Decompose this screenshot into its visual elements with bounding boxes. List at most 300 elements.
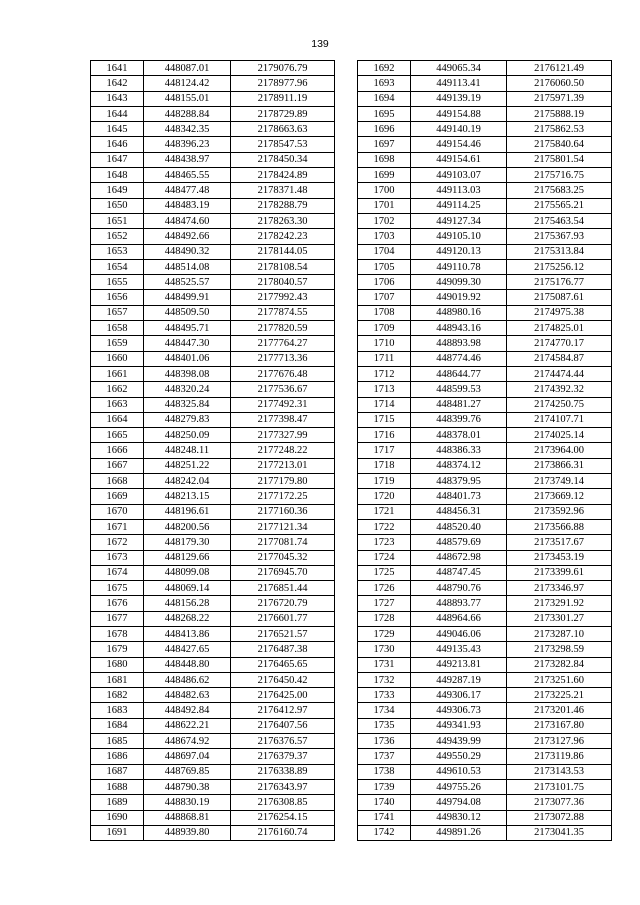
point-number-cell: 1698 (358, 152, 411, 167)
y-coordinate-cell: 2173346.97 (507, 581, 612, 596)
table-row (91, 688, 335, 703)
table-row (91, 443, 335, 458)
x-coordinate-cell: 448251.22 (144, 458, 231, 473)
x-coordinate-cell: 448674.92 (144, 734, 231, 749)
table-row (91, 152, 335, 167)
table-row (358, 672, 612, 687)
x-coordinate-cell: 449120.13 (411, 244, 507, 259)
y-coordinate-cell: 2173453.19 (507, 550, 612, 565)
point-number-cell: 1662 (91, 382, 144, 397)
point-number-cell: 1690 (91, 810, 144, 825)
y-coordinate-cell: 2173399.61 (507, 565, 612, 580)
y-coordinate-cell: 2176601.77 (231, 611, 335, 626)
table-row (358, 321, 612, 336)
point-number-cell: 1736 (358, 734, 411, 749)
table-row (358, 229, 612, 244)
point-number-cell: 1667 (91, 458, 144, 473)
point-number-cell: 1687 (91, 764, 144, 779)
table-row (91, 810, 335, 825)
point-number-cell: 1650 (91, 198, 144, 213)
table-row (358, 152, 612, 167)
table-row (358, 259, 612, 274)
point-number-cell: 1643 (91, 91, 144, 106)
table-row (358, 764, 612, 779)
x-coordinate-cell: 448179.30 (144, 535, 231, 550)
y-coordinate-cell: 2173041.35 (507, 825, 612, 840)
point-number-cell: 1707 (358, 290, 411, 305)
x-coordinate-cell: 449139.19 (411, 91, 507, 106)
table-row (358, 581, 612, 596)
y-coordinate-cell: 2175087.61 (507, 290, 612, 305)
point-number-cell: 1647 (91, 152, 144, 167)
y-coordinate-cell: 2176308.85 (231, 795, 335, 810)
table-row (91, 305, 335, 320)
point-number-cell: 1686 (91, 749, 144, 764)
x-coordinate-cell: 449103.07 (411, 168, 507, 183)
y-coordinate-cell: 2173167.80 (507, 718, 612, 733)
point-number-cell: 1708 (358, 305, 411, 320)
point-number-cell: 1646 (91, 137, 144, 152)
y-coordinate-cell: 2178547.53 (231, 137, 335, 152)
y-coordinate-cell: 2178729.89 (231, 106, 335, 121)
y-coordinate-cell: 2177492.31 (231, 397, 335, 412)
x-coordinate-cell: 449794.08 (411, 795, 507, 810)
y-coordinate-cell: 2175683.25 (507, 183, 612, 198)
point-number-cell: 1710 (358, 336, 411, 351)
point-number-cell: 1727 (358, 596, 411, 611)
table-row (91, 504, 335, 519)
x-coordinate-cell: 449306.73 (411, 703, 507, 718)
point-number-cell: 1715 (358, 412, 411, 427)
table-row (358, 305, 612, 320)
y-coordinate-cell: 2177874.55 (231, 305, 335, 320)
point-number-cell: 1742 (358, 825, 411, 840)
x-coordinate-cell: 448325.84 (144, 397, 231, 412)
table-row (91, 474, 335, 489)
x-coordinate-cell: 448622.21 (144, 718, 231, 733)
table-row (91, 244, 335, 259)
y-coordinate-cell: 2173749.14 (507, 474, 612, 489)
table-row (358, 795, 612, 810)
table-row (91, 458, 335, 473)
table-row (358, 412, 612, 427)
x-coordinate-cell: 449127.34 (411, 213, 507, 228)
x-coordinate-cell: 448398.08 (144, 366, 231, 381)
point-number-cell: 1728 (358, 611, 411, 626)
point-number-cell: 1648 (91, 168, 144, 183)
point-number-cell: 1718 (358, 458, 411, 473)
y-coordinate-cell: 2178977.96 (231, 76, 335, 91)
table-row (91, 825, 335, 840)
y-coordinate-cell: 2173291.92 (507, 596, 612, 611)
point-number-cell: 1700 (358, 183, 411, 198)
x-coordinate-cell: 448868.81 (144, 810, 231, 825)
x-coordinate-cell: 449154.61 (411, 152, 507, 167)
x-coordinate-cell: 448579.69 (411, 535, 507, 550)
x-coordinate-cell: 449113.03 (411, 183, 507, 198)
table-row (358, 336, 612, 351)
table-row (91, 321, 335, 336)
point-number-cell: 1737 (358, 749, 411, 764)
point-number-cell: 1712 (358, 366, 411, 381)
table-row (358, 106, 612, 121)
x-coordinate-cell: 449110.78 (411, 259, 507, 274)
x-coordinate-cell: 448427.65 (144, 642, 231, 657)
y-coordinate-cell: 2173964.00 (507, 443, 612, 458)
y-coordinate-cell: 2176945.70 (231, 565, 335, 580)
y-coordinate-cell: 2173072.88 (507, 810, 612, 825)
table-row (358, 168, 612, 183)
x-coordinate-cell: 449341.93 (411, 718, 507, 733)
y-coordinate-cell: 2176521.57 (231, 626, 335, 641)
y-coordinate-cell: 2175565.21 (507, 198, 612, 213)
point-number-cell: 1682 (91, 688, 144, 703)
point-number-cell: 1674 (91, 565, 144, 580)
table-row (91, 764, 335, 779)
table-row (358, 519, 612, 534)
y-coordinate-cell: 2178263.30 (231, 213, 335, 228)
y-coordinate-cell: 2176060.50 (507, 76, 612, 91)
x-coordinate-cell: 448525.57 (144, 275, 231, 290)
table-row (91, 581, 335, 596)
table-row (358, 397, 612, 412)
point-number-cell: 1740 (358, 795, 411, 810)
y-coordinate-cell: 2176425.00 (231, 688, 335, 703)
point-number-cell: 1713 (358, 382, 411, 397)
y-coordinate-cell: 2175176.77 (507, 275, 612, 290)
y-coordinate-cell: 2176407.56 (231, 718, 335, 733)
y-coordinate-cell: 2175256.12 (507, 259, 612, 274)
table-row (358, 443, 612, 458)
y-coordinate-cell: 2173101.75 (507, 779, 612, 794)
x-coordinate-cell: 448288.84 (144, 106, 231, 121)
table-row (91, 137, 335, 152)
x-coordinate-cell: 448790.38 (144, 779, 231, 794)
table-row (91, 106, 335, 121)
point-number-cell: 1685 (91, 734, 144, 749)
x-coordinate-cell: 448242.04 (144, 474, 231, 489)
x-coordinate-cell: 448893.77 (411, 596, 507, 611)
x-coordinate-cell: 448379.95 (411, 474, 507, 489)
y-coordinate-cell: 2174025.14 (507, 428, 612, 443)
x-coordinate-cell: 448087.01 (144, 61, 231, 76)
y-coordinate-cell: 2178144.05 (231, 244, 335, 259)
point-number-cell: 1724 (358, 550, 411, 565)
table-row (91, 550, 335, 565)
y-coordinate-cell: 2173282.84 (507, 657, 612, 672)
x-coordinate-cell: 448438.97 (144, 152, 231, 167)
x-coordinate-cell: 448514.08 (144, 259, 231, 274)
x-coordinate-cell: 448939.80 (144, 825, 231, 840)
table-row (91, 61, 335, 76)
point-number-cell: 1704 (358, 244, 411, 259)
x-coordinate-cell: 448495.71 (144, 321, 231, 336)
table-row (91, 749, 335, 764)
y-coordinate-cell: 2175888.19 (507, 106, 612, 121)
coordinate-table-left (90, 60, 335, 841)
x-coordinate-cell: 448396.23 (144, 137, 231, 152)
x-coordinate-cell: 449154.46 (411, 137, 507, 152)
x-coordinate-cell: 448790.76 (411, 581, 507, 596)
y-coordinate-cell: 2176343.97 (231, 779, 335, 794)
point-number-cell: 1738 (358, 764, 411, 779)
point-number-cell: 1703 (358, 229, 411, 244)
table-row (358, 183, 612, 198)
point-number-cell: 1654 (91, 259, 144, 274)
point-number-cell: 1655 (91, 275, 144, 290)
x-coordinate-cell: 449213.81 (411, 657, 507, 672)
x-coordinate-cell: 448509.50 (144, 305, 231, 320)
x-coordinate-cell: 448774.46 (411, 351, 507, 366)
y-coordinate-cell: 2177045.32 (231, 550, 335, 565)
point-number-cell: 1729 (358, 626, 411, 641)
y-coordinate-cell: 2178911.19 (231, 91, 335, 106)
y-coordinate-cell: 2178040.57 (231, 275, 335, 290)
y-coordinate-cell: 2176487.38 (231, 642, 335, 657)
point-number-cell: 1733 (358, 688, 411, 703)
point-number-cell: 1671 (91, 519, 144, 534)
y-coordinate-cell: 2173298.59 (507, 642, 612, 657)
point-number-cell: 1673 (91, 550, 144, 565)
table-row (91, 213, 335, 228)
point-number-cell: 1670 (91, 504, 144, 519)
point-number-cell: 1695 (358, 106, 411, 121)
point-number-cell: 1668 (91, 474, 144, 489)
point-number-cell: 1666 (91, 443, 144, 458)
x-coordinate-cell: 449755.26 (411, 779, 507, 794)
y-coordinate-cell: 2173566.88 (507, 519, 612, 534)
x-coordinate-cell: 449610.53 (411, 764, 507, 779)
point-number-cell: 1699 (358, 168, 411, 183)
x-coordinate-cell: 448697.04 (144, 749, 231, 764)
x-coordinate-cell: 448378.01 (411, 428, 507, 443)
x-coordinate-cell: 448747.45 (411, 565, 507, 580)
table-row (358, 91, 612, 106)
x-coordinate-cell: 448492.84 (144, 703, 231, 718)
y-coordinate-cell: 2175971.39 (507, 91, 612, 106)
point-number-cell: 1683 (91, 703, 144, 718)
x-coordinate-cell: 449830.12 (411, 810, 507, 825)
y-coordinate-cell: 2176851.44 (231, 581, 335, 596)
y-coordinate-cell: 2176376.57 (231, 734, 335, 749)
x-coordinate-cell: 448386.33 (411, 443, 507, 458)
y-coordinate-cell: 2178424.89 (231, 168, 335, 183)
y-coordinate-cell: 2177327.99 (231, 428, 335, 443)
point-number-cell: 1692 (358, 61, 411, 76)
coordinate-table-right (357, 60, 612, 841)
table-row (358, 657, 612, 672)
point-number-cell: 1679 (91, 642, 144, 657)
table-row (358, 382, 612, 397)
table-row (91, 351, 335, 366)
point-number-cell: 1720 (358, 489, 411, 504)
point-number-cell: 1726 (358, 581, 411, 596)
point-number-cell: 1641 (91, 61, 144, 76)
y-coordinate-cell: 2176160.74 (231, 825, 335, 840)
point-number-cell: 1664 (91, 412, 144, 427)
y-coordinate-cell: 2178663.63 (231, 122, 335, 137)
y-coordinate-cell: 2176338.89 (231, 764, 335, 779)
x-coordinate-cell: 448413.86 (144, 626, 231, 641)
table-row (91, 122, 335, 137)
table-row (91, 642, 335, 657)
x-coordinate-cell: 448672.98 (411, 550, 507, 565)
table-row (358, 779, 612, 794)
y-coordinate-cell: 2175840.64 (507, 137, 612, 152)
page-number: 139 (311, 38, 329, 50)
y-coordinate-cell: 2175862.53 (507, 122, 612, 137)
y-coordinate-cell: 2177179.80 (231, 474, 335, 489)
x-coordinate-cell: 448474.60 (144, 213, 231, 228)
y-coordinate-cell: 2176465.65 (231, 657, 335, 672)
point-number-cell: 1725 (358, 565, 411, 580)
x-coordinate-cell: 448213.15 (144, 489, 231, 504)
table-row (358, 703, 612, 718)
point-number-cell: 1696 (358, 122, 411, 137)
x-coordinate-cell: 449550.29 (411, 749, 507, 764)
x-coordinate-cell: 448893.98 (411, 336, 507, 351)
point-number-cell: 1658 (91, 321, 144, 336)
table-row (358, 366, 612, 381)
y-coordinate-cell: 2176254.15 (231, 810, 335, 825)
x-coordinate-cell: 449140.19 (411, 122, 507, 137)
y-coordinate-cell: 2178288.79 (231, 198, 335, 213)
point-number-cell: 1717 (358, 443, 411, 458)
x-coordinate-cell: 448456.31 (411, 504, 507, 519)
x-coordinate-cell: 448481.27 (411, 397, 507, 412)
point-number-cell: 1730 (358, 642, 411, 657)
x-coordinate-cell: 448279.83 (144, 412, 231, 427)
x-coordinate-cell: 448069.14 (144, 581, 231, 596)
table-row (358, 213, 612, 228)
table-row (358, 428, 612, 443)
y-coordinate-cell: 2175367.93 (507, 229, 612, 244)
point-number-cell: 1732 (358, 672, 411, 687)
x-coordinate-cell: 448124.42 (144, 76, 231, 91)
y-coordinate-cell: 2178108.54 (231, 259, 335, 274)
point-number-cell: 1684 (91, 718, 144, 733)
point-number-cell: 1697 (358, 137, 411, 152)
table-row (91, 626, 335, 641)
point-number-cell: 1645 (91, 122, 144, 137)
y-coordinate-cell: 2173201.46 (507, 703, 612, 718)
table-row (358, 137, 612, 152)
y-coordinate-cell: 2177676.48 (231, 366, 335, 381)
point-number-cell: 1723 (358, 535, 411, 550)
x-coordinate-cell: 448374.12 (411, 458, 507, 473)
table-row (91, 229, 335, 244)
point-number-cell: 1677 (91, 611, 144, 626)
point-number-cell: 1660 (91, 351, 144, 366)
table-row (91, 428, 335, 443)
table-row (358, 611, 612, 626)
x-coordinate-cell: 448099.08 (144, 565, 231, 580)
x-coordinate-cell: 448401.73 (411, 489, 507, 504)
point-number-cell: 1656 (91, 290, 144, 305)
table-row (358, 596, 612, 611)
table-row (91, 703, 335, 718)
y-coordinate-cell: 2173127.96 (507, 734, 612, 749)
table-row (358, 810, 612, 825)
table-row (91, 779, 335, 794)
y-coordinate-cell: 2173225.21 (507, 688, 612, 703)
x-coordinate-cell: 448499.91 (144, 290, 231, 305)
x-coordinate-cell: 448399.76 (411, 412, 507, 427)
y-coordinate-cell: 2177764.27 (231, 336, 335, 351)
x-coordinate-cell: 448492.66 (144, 229, 231, 244)
table-row (358, 565, 612, 580)
x-coordinate-cell: 448943.16 (411, 321, 507, 336)
x-coordinate-cell: 448482.63 (144, 688, 231, 703)
table-row (91, 611, 335, 626)
point-number-cell: 1735 (358, 718, 411, 733)
table-row (91, 366, 335, 381)
x-coordinate-cell: 448490.32 (144, 244, 231, 259)
table-row (91, 519, 335, 534)
table-row (91, 596, 335, 611)
table-row (91, 290, 335, 305)
y-coordinate-cell: 2179076.79 (231, 61, 335, 76)
point-number-cell: 1688 (91, 779, 144, 794)
y-coordinate-cell: 2177081.74 (231, 535, 335, 550)
y-coordinate-cell: 2178371.48 (231, 183, 335, 198)
y-coordinate-cell: 2178450.34 (231, 152, 335, 167)
x-coordinate-cell: 448465.55 (144, 168, 231, 183)
table-row (91, 795, 335, 810)
point-number-cell: 1676 (91, 596, 144, 611)
table-row (91, 91, 335, 106)
x-coordinate-cell: 448200.56 (144, 519, 231, 534)
table-row (91, 489, 335, 504)
table-body (91, 61, 335, 841)
table-row (91, 336, 335, 351)
x-coordinate-cell: 448401.06 (144, 351, 231, 366)
x-coordinate-cell: 449135.43 (411, 642, 507, 657)
y-coordinate-cell: 2176720.79 (231, 596, 335, 611)
y-coordinate-cell: 2173517.67 (507, 535, 612, 550)
point-number-cell: 1649 (91, 183, 144, 198)
point-number-cell: 1694 (358, 91, 411, 106)
y-coordinate-cell: 2173301.27 (507, 611, 612, 626)
x-coordinate-cell: 448483.19 (144, 198, 231, 213)
x-coordinate-cell: 449306.17 (411, 688, 507, 703)
x-coordinate-cell: 448342.35 (144, 122, 231, 137)
point-number-cell: 1731 (358, 657, 411, 672)
y-coordinate-cell: 2177121.34 (231, 519, 335, 534)
table-row (358, 504, 612, 519)
table-row (91, 259, 335, 274)
y-coordinate-cell: 2174584.87 (507, 351, 612, 366)
point-number-cell: 1675 (91, 581, 144, 596)
x-coordinate-cell: 448320.24 (144, 382, 231, 397)
y-coordinate-cell: 2177536.67 (231, 382, 335, 397)
table-row (91, 198, 335, 213)
x-coordinate-cell: 448129.66 (144, 550, 231, 565)
x-coordinate-cell: 448964.66 (411, 611, 507, 626)
table-row (91, 275, 335, 290)
point-number-cell: 1702 (358, 213, 411, 228)
point-number-cell: 1689 (91, 795, 144, 810)
table-row (91, 657, 335, 672)
table-row (358, 122, 612, 137)
point-number-cell: 1672 (91, 535, 144, 550)
y-coordinate-cell: 2178242.23 (231, 229, 335, 244)
table-row (358, 825, 612, 840)
table-row (358, 244, 612, 259)
y-coordinate-cell: 2174107.71 (507, 412, 612, 427)
y-coordinate-cell: 2176379.37 (231, 749, 335, 764)
y-coordinate-cell: 2173592.96 (507, 504, 612, 519)
